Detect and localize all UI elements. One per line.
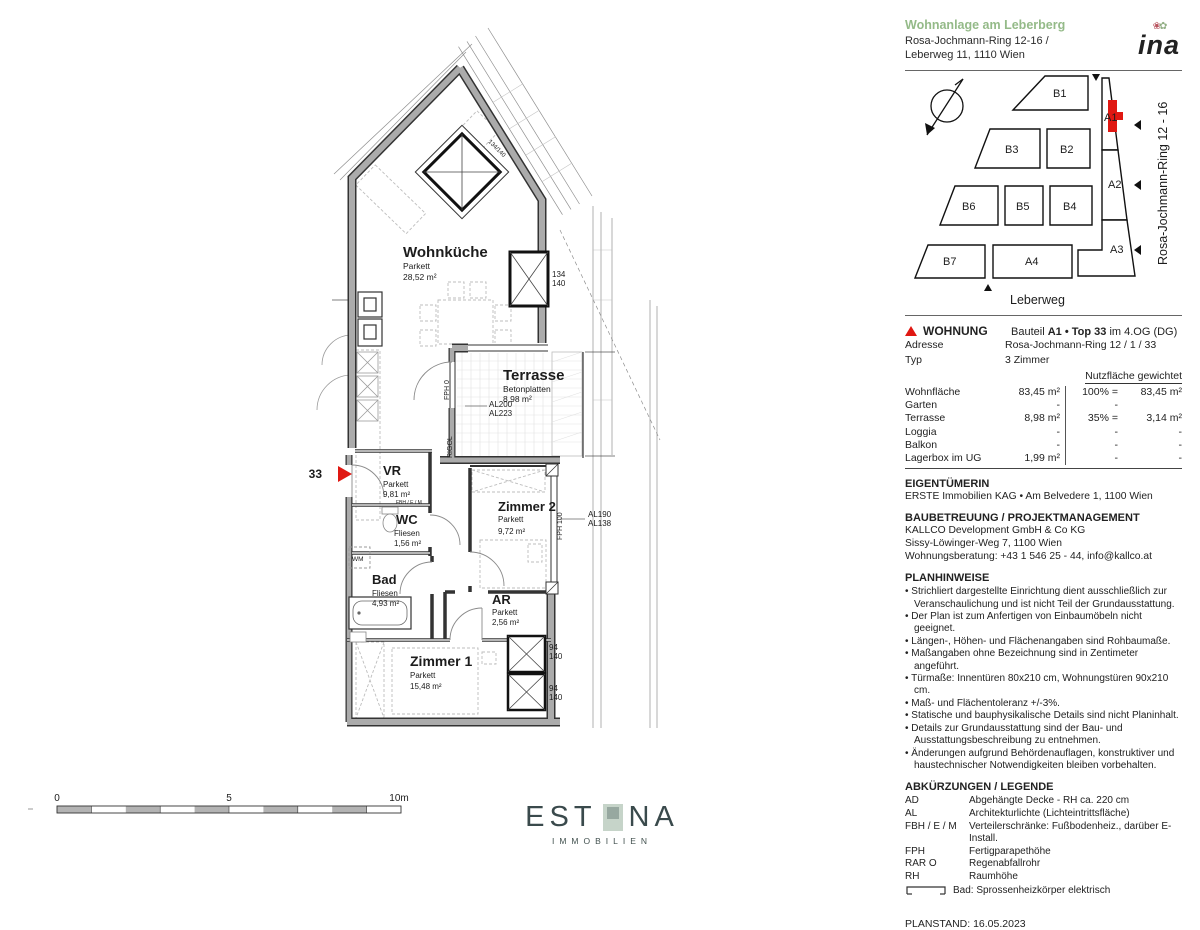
unit-marker-icon	[905, 326, 917, 336]
site-label-b2: B2	[1060, 144, 1074, 156]
note-item: • Details zur Grundausstattung sind der Bau- und Ausstattungsbeschreibung zu entnehmen.	[905, 723, 1182, 748]
svg-text:2,56 m²: 2,56 m²	[492, 618, 520, 627]
unit-section-title: WOHNUNG	[923, 324, 988, 338]
label-al190: AL190	[588, 510, 612, 519]
table-bottom-rule	[905, 468, 1182, 469]
scale-0: 0	[54, 793, 60, 804]
table-row: Garten - -	[905, 399, 1118, 412]
neighbour-plan-fragments	[317, 335, 352, 410]
legend-text: Verteilerschränke: Fußbodenheiz., darüber E-Install.	[969, 820, 1172, 845]
svg-text:Parkett: Parkett	[492, 608, 518, 617]
table-row: Terrasse 8,98 m² 35% = 3,14 m²	[905, 412, 1182, 425]
adresse-value: Rosa-Jochmann-Ring 12 / 1 / 33	[1005, 339, 1157, 351]
site-plan	[905, 73, 1182, 311]
weighted-area-header: Nutzfläche gewichtet	[1085, 370, 1182, 382]
room-wohnkueche: Wohnküche	[403, 244, 488, 261]
table-row: Wohnfläche 83,45 m² 100% = 83,45 m²	[905, 386, 1182, 398]
svg-text:Parkett: Parkett	[410, 671, 436, 680]
legend-symbol-text: Bad: Sprossenheizkörper elektrisch	[953, 884, 1111, 896]
kitchen-window	[510, 252, 548, 306]
bauteil-prefix: Bauteil	[1011, 326, 1045, 338]
svg-text:Fliesen: Fliesen	[394, 529, 420, 538]
site-label-a2: A2	[1108, 179, 1122, 191]
note-item: • Maß- und Flächentoleranz +/-3%.	[905, 698, 1182, 710]
room-zimmer2: Zimmer 2	[498, 499, 556, 514]
area-table	[905, 386, 1182, 465]
estina-logo-left: EST	[525, 801, 597, 833]
area-table-divider	[1065, 386, 1066, 465]
site-labels	[943, 88, 1123, 268]
legend-text: Architekturlichte (Lichteintrittsfläche)	[969, 807, 1130, 819]
label-rigol: RIGOL	[447, 436, 454, 458]
project-header	[905, 18, 1182, 62]
radiator-symbol-icon	[905, 884, 947, 896]
room-zimmer1: Zimmer 1	[410, 653, 473, 669]
owner-line: ERSTE Immobilien KAG • Am Belvedere 1, 1100 Wien	[905, 491, 1153, 503]
legend-abbr: RAR O	[905, 858, 937, 870]
legend-abbr: FPH	[905, 845, 925, 857]
label-al223: AL223	[489, 409, 513, 418]
compass-icon	[925, 79, 963, 135]
typ-label: Typ	[905, 353, 922, 366]
label-al200: AL200	[489, 400, 513, 409]
site-buildings	[915, 76, 1135, 278]
room-wc: WC	[396, 512, 418, 527]
zimmer1-windows	[508, 636, 545, 710]
svg-text:15,48 m²: 15,48 m²	[410, 682, 442, 691]
wall-niches	[358, 292, 382, 346]
win-z1a-w: 94	[549, 643, 558, 652]
management-title: BAUBETREUUNG / PROJEKTMANAGEMENT	[905, 512, 1140, 525]
scale-10: 10m	[389, 793, 409, 804]
label-wm: WM	[352, 556, 364, 563]
win-kitchen-h: 140	[552, 279, 566, 288]
site-label-b7: B7	[943, 256, 957, 268]
siteplan-divider	[905, 315, 1182, 316]
svg-text:Parkett: Parkett	[498, 515, 524, 524]
room-terrasse: Terrasse	[503, 367, 565, 384]
legend-text: Abgehängte Decke - RH ca. 220 cm	[969, 795, 1130, 807]
estina-logo-block-icon	[603, 804, 623, 831]
legend-text: Raumhöhe	[969, 870, 1018, 882]
flower-icon: ❀✿	[1152, 21, 1166, 32]
svg-text:8,98 m²: 8,98 m²	[503, 394, 532, 404]
site-label-b5: B5	[1016, 201, 1030, 213]
header-divider	[905, 70, 1182, 71]
site-label-a4: A4	[1025, 256, 1039, 268]
estina-logo-sub: IMMOBILIEN	[551, 836, 653, 846]
site-label-a3: A3	[1110, 244, 1124, 256]
svg-text:4,93 m²: 4,93 m²	[372, 599, 400, 608]
label-fph100: FPH 100	[557, 512, 564, 540]
site-label-a1: A1	[1104, 112, 1118, 124]
bauteil-id: A1 • Top 33	[1047, 326, 1107, 338]
svg-text:28,52 m²: 28,52 m²	[403, 272, 437, 282]
room-ar: AR	[492, 592, 511, 607]
svg-text:Parkett: Parkett	[403, 261, 430, 271]
ina-logo-text: ina	[1137, 30, 1180, 60]
svg-text:9,72 m²: 9,72 m²	[498, 527, 526, 536]
management-line-2: Sissy-Löwinger-Weg 7, 1100 Wien	[905, 538, 1063, 550]
planstand: PLANSTAND: 16.05.2023	[905, 918, 1026, 930]
estina-logo-right: NA	[628, 801, 679, 833]
building-b1	[1013, 76, 1088, 110]
note-item: • Statische und bauphysikalische Details sind nicht Planinhalt.	[905, 710, 1182, 722]
label-fph0: FPH 0	[444, 380, 451, 400]
note-item: • Längen-, Höhen- und Flächenangaben sind Rohbaumaße.	[905, 636, 1182, 648]
room-bad: Bad	[372, 572, 397, 587]
note-item: • Türmaße: Innentüren 80x210 cm, Wohnungstüren 90x210 cm.	[905, 673, 1182, 698]
legend-list	[905, 795, 1182, 883]
building-a3	[1078, 220, 1135, 276]
label-al138: AL138	[588, 519, 612, 528]
site-label-b3: B3	[1005, 144, 1019, 156]
ina-logo	[1138, 22, 1180, 58]
legend-title: ABKÜRZUNGEN / LEGENDE	[905, 781, 1054, 794]
win-kitchen-w: 134	[552, 270, 566, 279]
project-address-1: Rosa-Jochmann-Ring 12-16 /	[905, 35, 1049, 47]
win-z1a-h: 140	[549, 652, 563, 661]
win-z1b-h: 140	[549, 693, 563, 702]
label-skylight-dim: 134/140	[486, 139, 507, 159]
unit-number: 33	[308, 467, 322, 481]
project-address-2: Leberweg 11, 1110 Wien	[905, 49, 1025, 61]
legend-text: Regenabfallrohr	[969, 858, 1041, 870]
street-rosa-jochmann-ring: Rosa-Jochmann-Ring 12 - 16	[1156, 101, 1170, 265]
room-vr: VR	[383, 463, 402, 478]
scale-bar	[28, 793, 409, 813]
scale-5: 5	[226, 793, 232, 804]
legend-text: Fertigparapethöhe	[969, 845, 1051, 857]
bauteil-floor: im 4.OG (DG)	[1109, 326, 1178, 338]
estina-logo	[497, 801, 707, 846]
svg-text:Betonplatten: Betonplatten	[503, 384, 551, 394]
legend-abbr: AD	[905, 795, 919, 807]
notes-title: PLANHINWEISE	[905, 572, 990, 585]
note-item: • Maßangaben ohne Bezeichnung sind in Zentimeter angeführt.	[905, 648, 1182, 673]
legend-abbr: FBH / E / M	[905, 820, 957, 832]
site-label-b4: B4	[1063, 201, 1077, 213]
plan-notes-list	[905, 586, 1182, 772]
management-line-1: KALLCO Development GmbH & Co KG	[905, 525, 1086, 537]
table-row: Loggia - - -	[905, 425, 1182, 438]
svg-text:Parkett: Parkett	[383, 480, 409, 489]
skylight-window	[415, 125, 508, 218]
label-fbh: FBH / E / M	[396, 500, 422, 506]
legend-abbr: AL	[905, 807, 918, 819]
site-label-b1: B1	[1053, 88, 1067, 100]
site-label-b6: B6	[962, 201, 976, 213]
legend-abbr: RH	[905, 870, 920, 882]
svg-text:9,81 m²: 9,81 m²	[383, 490, 411, 499]
note-item: • Der Plan ist zum Anfertigen von Einbaumöbeln nicht geeignet.	[905, 611, 1182, 636]
svg-text:1,56 m²: 1,56 m²	[394, 539, 422, 548]
kitchen-appliances	[357, 352, 378, 421]
info-panel	[905, 18, 1182, 930]
owner-title: EIGENTÜMERIN	[905, 478, 990, 491]
typ-value: 3 Zimmer	[1005, 353, 1050, 366]
table-row: Lagerbox im UG 1,99 m² - -	[905, 452, 1182, 465]
table-row: Balkon - - -	[905, 438, 1182, 451]
note-item: • Änderungen aufgrund Behördenauflagen, konstruktiver und haustechnischer Notwendigkeiten bleiben vorbehalten.	[905, 748, 1182, 773]
adresse-label: Adresse	[905, 339, 944, 351]
win-z1b-w: 94	[549, 684, 558, 693]
note-item: • Strichliert dargestellte Einrichtung dient ausschließlich zur Veranschaulichung und ist nicht Teil der Grundausstattung.	[905, 586, 1182, 611]
project-title: Wohnanlage am Leberberg	[905, 18, 1066, 32]
svg-text:Fliesen: Fliesen	[372, 589, 398, 598]
street-leberweg: Leberweg	[1010, 293, 1065, 307]
management-line-3: Wohnungsberatung: +43 1 546 25 - 44, info@kallco.at	[905, 551, 1152, 563]
